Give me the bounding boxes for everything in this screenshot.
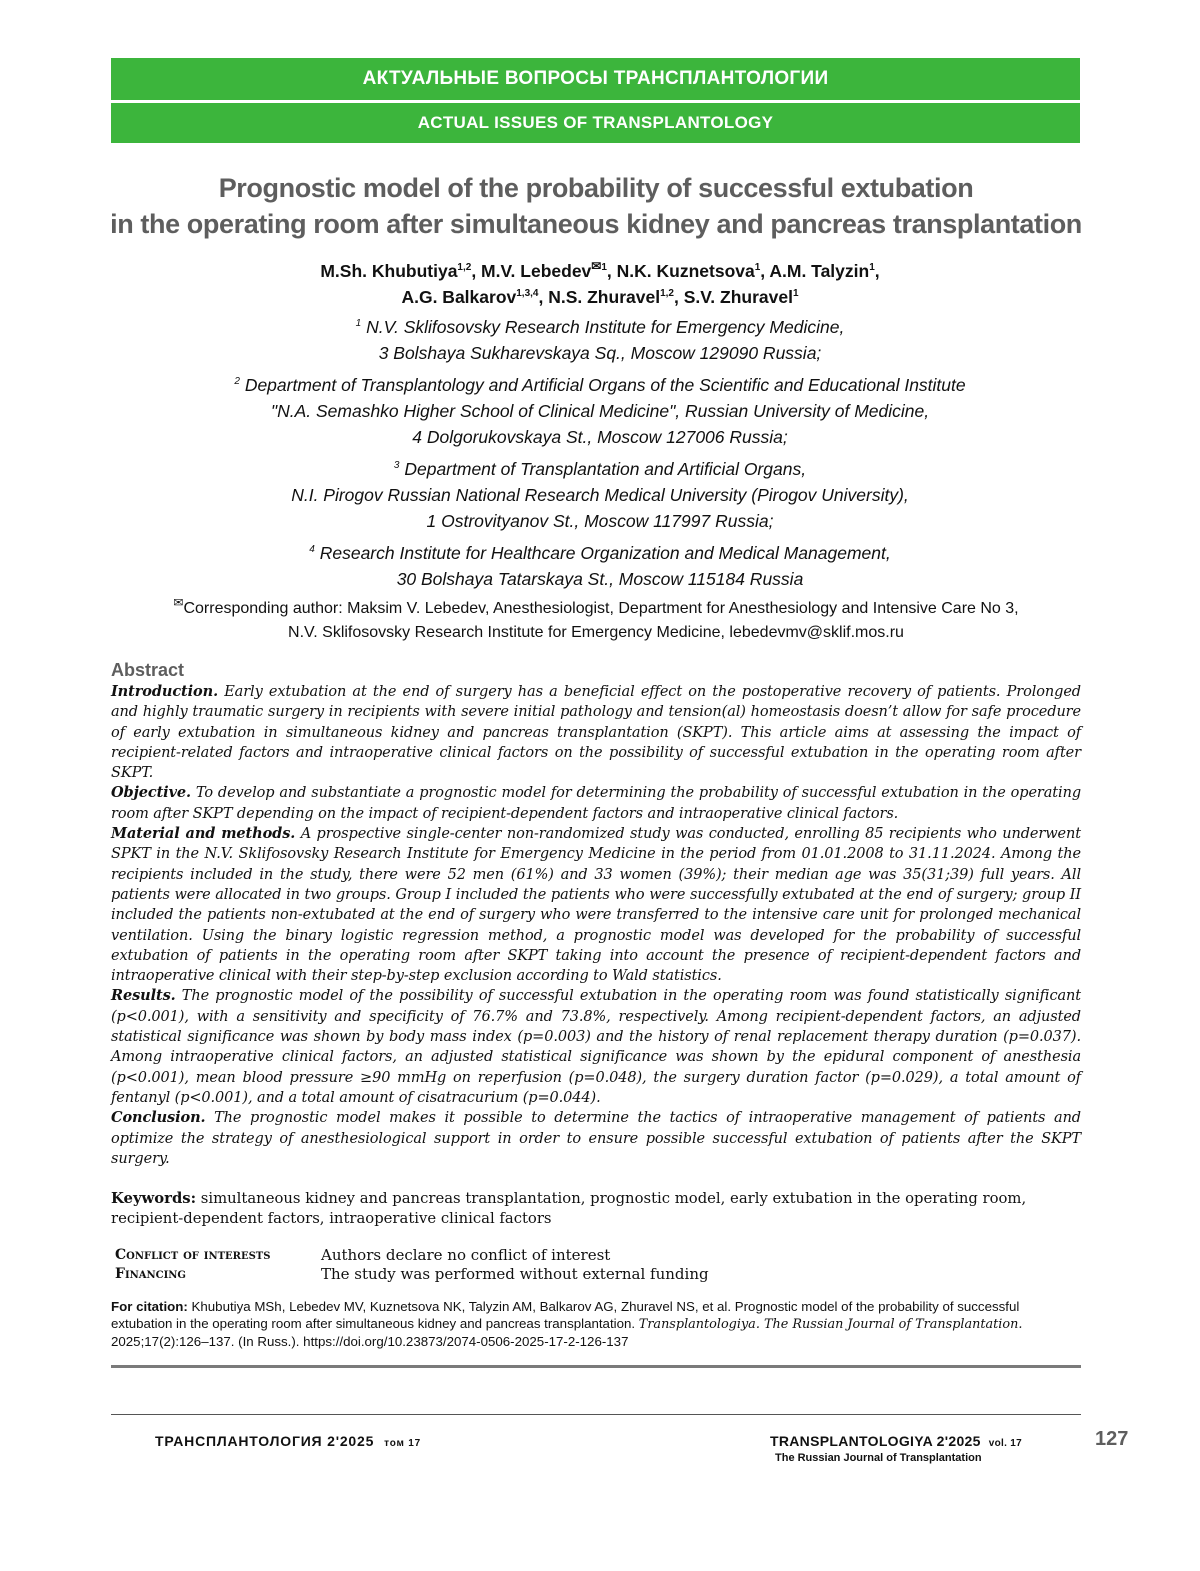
journal-title-ru: ТРАНСПЛАНТОЛОГИЯ 2'2025 (155, 1433, 375, 1449)
affiliation-num: 1 (355, 318, 362, 330)
volume-en: vol. 17 (988, 1438, 1022, 1449)
keywords-label: Keywords: (111, 1190, 197, 1207)
author-7: , S.V. Zhuravel (673, 287, 793, 307)
author-1: M.Sh. Khubutiya (320, 261, 458, 281)
affiliation-line: Research Institute for Healthcare Organization and Medical Management, (319, 543, 891, 563)
author-2: , M.V. Lebedev (471, 261, 592, 281)
journal-title-en: TRANSPLANTOLOGIYA 2'2025 (770, 1433, 981, 1449)
divider (111, 1365, 1081, 1368)
affiliation-3 (120, 456, 1080, 534)
abstract-results (111, 986, 1081, 1108)
abstract-heading: Abstract (111, 660, 185, 680)
financing-text: The study was performed without external funding (321, 1265, 709, 1283)
corresponding-line-1: Corresponding author: Maksim V. Lebedev, Anesthesiologist, Department for Anesthesiology and Intensive Care No 3, (183, 600, 1019, 617)
affiliation-2 (120, 372, 1080, 450)
affiliation-line: 3 Bolshaya Sukharevskaya Sq., Moscow 129090 Russia; (378, 343, 822, 363)
section-label: Results. (111, 987, 176, 1005)
journal-subtitle: The Russian Journal of Transplantation (775, 1452, 982, 1464)
section-text: To develop and substantiate a prognostic model for determining the probability of successful extubation in the operating room after SKPT depending on the impact of recipient-dependent factors and intraoperative clinical factors. (111, 785, 1081, 822)
affiliation-num: 4 (309, 544, 315, 556)
affiliation-line: 4 Dolgorukovskaya St., Moscow 127006 Russia; (412, 427, 788, 447)
abstract-methods (111, 824, 1081, 986)
citation-doi[interactable]: 2025;17(2):126–137. (In Russ.). https://doi.org/10.23873/2074-0506-2025-17-2-126-137 (111, 1334, 629, 1349)
author-3: , N.K. Kuznetsova (606, 261, 755, 281)
conflict-text: Authors declare no conflict of interest (321, 1246, 611, 1264)
section-text: A prospective single-center non-randomized study was conducted, enrolling 85 recipients who underwent SPKT in the N.V. Sklifosovsky Research Institute for Emergency Medicine in the period from 01.01.2008 to 31.11.2024. Among the recipients included in the study, there were 52 men (61%) and 33 women (39%); their median age was 35(31;39) full years. All patients were allocated in two groups. Group I included the patients who were successfully extubated at the end of surgery; group II included the patients non-extubated at the end of surgery who were transferred to the intensive care unit for prolonged mechanical ventilation. Using the binary logistic regression method, a prognostic model was developed for the probability of successful extubation of patients in the operating room after SKPT taking into account the presence of recipient-dependent factors and intraoperative clinical with their step-by-step exclusion according to Wald statistics. (111, 826, 1081, 985)
volume-ru: том 17 (384, 1438, 422, 1449)
conflict-label: Conflict of interests (115, 1247, 271, 1263)
affiliation-line: N.V. Sklifosovsky Research Institute for Emergency Medicine, (366, 317, 845, 337)
footer-left (155, 1433, 421, 1449)
abstract-introduction (111, 682, 1081, 783)
author-list (150, 258, 1050, 310)
section-label: Material and methods. (111, 825, 296, 843)
envelope-icon: ✉ (591, 259, 602, 274)
affiliation-line: Department of Transplantation and Artificial Organs, (404, 459, 807, 479)
financing-label: Financing (115, 1266, 186, 1282)
author-5-sup: 1,3,4 (516, 288, 539, 300)
title-line-2: in the operating room after simultaneous kidney and pancreas transplantation (110, 209, 1082, 239)
corresponding-author (110, 597, 1082, 645)
footer-right (770, 1433, 1022, 1449)
author-2-sup: 1 (601, 262, 607, 274)
author-7-sup: 1 (792, 288, 799, 300)
affiliation-1 (120, 314, 1080, 366)
author-5: A.G. Balkarov (401, 287, 517, 307)
conflict-row (115, 1246, 709, 1265)
author-1-sup: 1,2 (457, 262, 472, 274)
keywords-text: simultaneous kidney and pancreas transplantation, prognostic model, early extubation in the operating room, recipient-dependent factors, intraoperative clinical factors (111, 1190, 1027, 1227)
affiliation-line: 30 Bolshaya Tatarskaya St., Moscow 115184 Russia (396, 569, 804, 589)
citation-text: Khubutiya MSh, Lebedev MV, Kuznetsova NK, Talyzin AM, Balkarov AG, Zhuravel NS, et al. Prognostic model of the probability of successful extubation in the operating room after simultaneous kidney and pancreas transplantation. (111, 1299, 1020, 1331)
envelope-icon: ✉ (173, 595, 184, 610)
section-band-en: ACTUAL ISSUES OF TRANSPLANTOLOGY (111, 103, 1080, 143)
affiliation-4 (120, 540, 1080, 592)
article-title (100, 170, 1092, 242)
title-line-1: Prognostic model of the probability of successful extubation (218, 173, 974, 203)
author-4-sup: 1 (869, 262, 875, 274)
citation (111, 1298, 1081, 1350)
affiliation-line: N.I. Pirogov Russian National Research Medical University (Pirogov University), (291, 485, 909, 505)
abstract-objective (111, 783, 1081, 824)
citation-label: For citation: (111, 1299, 188, 1314)
affiliation-line: "N.A. Semashko Higher School of Clinical Medicine", Russian University of Medicine, (270, 401, 930, 421)
section-label: Objective. (111, 784, 191, 802)
affiliation-line: 1 Ostrovityanov St., Moscow 117997 Russia; (426, 511, 774, 531)
financing-row (115, 1265, 709, 1284)
author-6: , N.S. Zhuravel (538, 287, 661, 307)
author-4: , A.M. Talyzin (760, 261, 870, 281)
citation-journal: Transplantologiya. The Russian Journal of Transplantation. (638, 1317, 1023, 1332)
affiliation-num: 3 (393, 460, 400, 472)
section-label: Conclusion. (111, 1109, 206, 1127)
corresponding-line-2: N.V. Sklifosovsky Research Institute for Emergency Medicine, lebedevmv@sklif.mos.ru (288, 624, 904, 641)
section-text: The prognostic model makes it possible to determine the tactics of intraoperative management of patients and optimize the strategy of anesthesiological support in order to ensure possible successful extubation of patients after the SKPT surgery. (111, 1110, 1081, 1167)
affiliation-line: Department of Transplantology and Artificial Organs of the Scientific and Educational Institute (244, 375, 966, 395)
author-4-tail: , (874, 261, 880, 281)
author-6-sup: 1,2 (660, 288, 674, 300)
page-number: 127 (1095, 1428, 1129, 1450)
abstract-body (111, 682, 1081, 1169)
author-3-sup: 1 (754, 262, 761, 274)
section-band-ru: АКТУАЛЬНЫЕ ВОПРОСЫ ТРАНСПЛАНТОЛОГИИ (111, 58, 1080, 100)
keywords (111, 1189, 1081, 1229)
section-label: Introduction. (111, 683, 219, 700)
footer-divider (111, 1414, 1081, 1415)
affiliation-num: 2 (234, 376, 240, 388)
section-text: The prognostic model of the possibility of successful extubation in the operating room was found statistically significant (p<0.001), with a sensitivity and specificity of 76.7% and 73.8%, respectively. Among recipient-dependent factors, an adjusted statistical significance was shown by body mass index (p=0.003) and the history of renal replacement therapy duration (p=0.037). Among intraoperative clinical factors, an adjusted statistical significance was shown by the epidural component of anesthesia (p<0.001), mean blood pressure ≥90 mmHg on reperfusion (p=0.048), the surgery duration factor (p=0.029), a total amount of fentanyl (p<0.001), and a total amount of cisatracurium (p=0.044). (111, 988, 1081, 1106)
article-meta (115, 1246, 709, 1284)
section-text: Early extubation at the end of surgery has a beneficial effect on the postoperative recovery of patients. Prolonged and highly traumatic surgery in recipients with severe initial pathology and tension(al) homeostasis doesn’t allow for safe procedure of early extubation in simultaneous kidney and pancreas transplantation (SKPT). This article aims at assessing the impact of recipient-related factors and intraoperative clinical factors on the possibility of successful extubation in the operating room after SKPT. (111, 684, 1081, 782)
abstract-conclusion (111, 1108, 1081, 1169)
